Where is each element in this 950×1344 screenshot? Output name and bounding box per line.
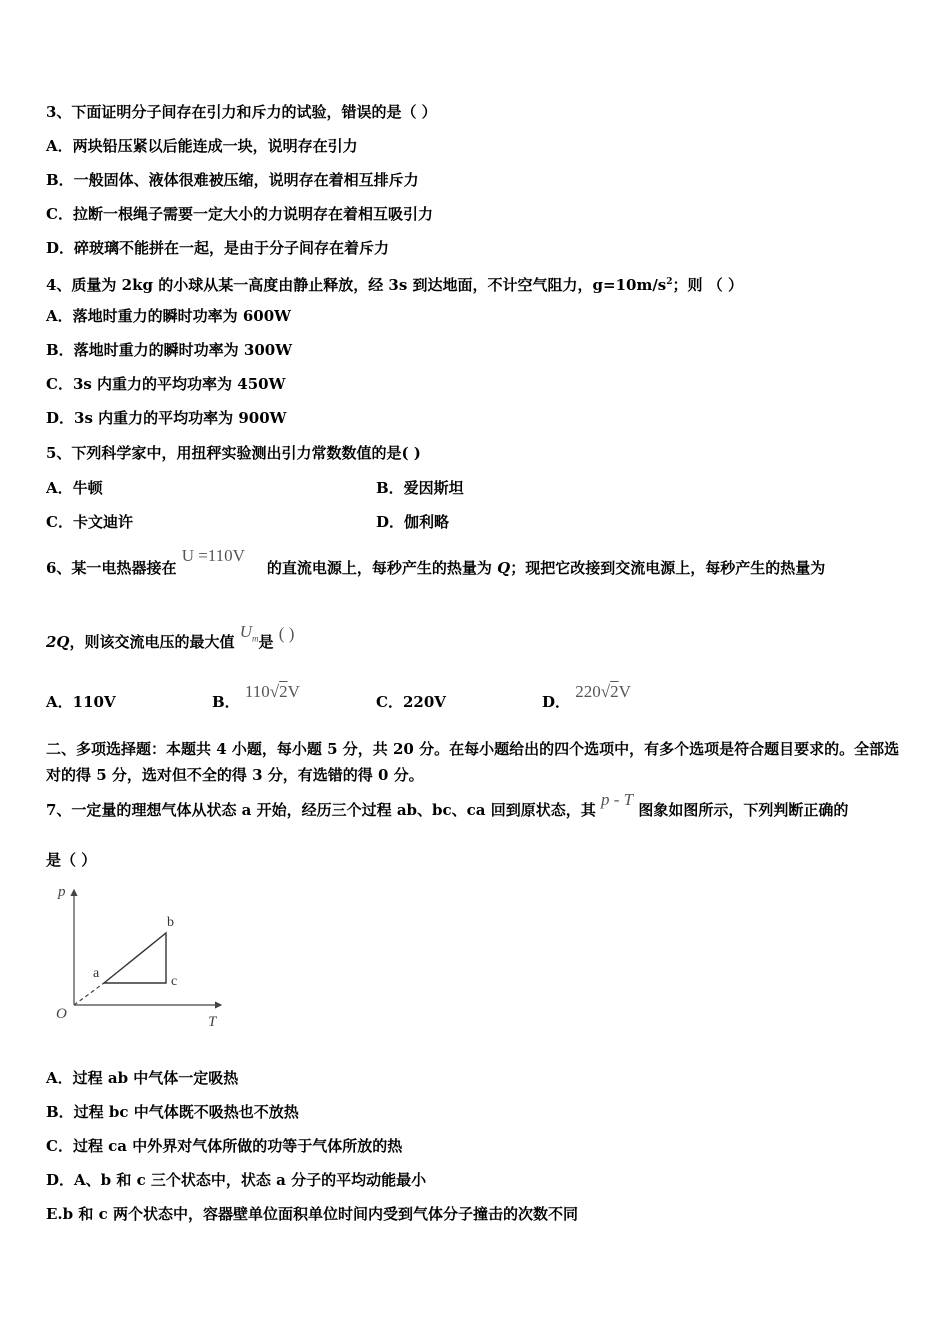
- q7-option-d: D．A、b 和 c 三个状态中，状态 a 分子的平均动能最小: [46, 1171, 427, 1189]
- q7-option-e: E.b 和 c 两个状态中，容器壁单位面积单位时间内受到气体分子撞击的次数不同: [46, 1205, 578, 1223]
- q6-formula-um-sub: m: [252, 633, 259, 644]
- q6-answer-blank: ( ): [278, 624, 295, 643]
- q3-option-d: D．碎玻璃不能拼在一起，是由于分子间存在着斥力: [46, 239, 390, 257]
- q6-formula-um-main: U: [239, 622, 253, 641]
- q6-option-d-formula: 220√2V: [575, 682, 631, 701]
- q6-option-b-label: B．: [212, 693, 240, 711]
- q6-stem-part1: 6、某一电热器接在: [46, 559, 177, 577]
- q4-stem-after: ；则 （ ）: [672, 276, 743, 294]
- q5-stem: 5、下列科学家中，用扭秤实验测出引力常数数值的是( ): [46, 444, 421, 462]
- q6-stem-part2: 的直流电源上，每秒产生的热量为: [266, 559, 498, 577]
- q4-stem: [46, 272, 743, 295]
- q7-stem-line1: [46, 790, 849, 820]
- q6-line2-end: 是: [258, 633, 274, 651]
- q6-formula-um: [239, 622, 259, 644]
- origin-dashed-line: [74, 983, 104, 1005]
- q7-option-a: A．过程 ab 中气体一定吸热: [46, 1069, 239, 1087]
- q7-stem-line2: 是（ ）: [46, 851, 97, 869]
- q7-formula: p - T: [600, 790, 634, 809]
- q5-option-c: C．卡文迪许: [46, 513, 133, 531]
- q6-option-d-formula-post: V: [618, 682, 631, 701]
- point-b-label: b: [167, 915, 174, 930]
- q6-stem-line1: [46, 546, 826, 578]
- q4-option-d: D．3s 内重力的平均功率为 900W: [46, 409, 287, 427]
- q5-option-d: D．伽利略: [376, 513, 450, 531]
- q4-stem-sup: 2: [666, 277, 673, 287]
- q4-option-c: C．3s 内重力的平均功率为 450W: [46, 375, 286, 393]
- q7-option-c: C．过程 ca 中外界对气体所做的功等于气体所放的热: [46, 1137, 403, 1155]
- q6-option-a: A．110V: [46, 693, 116, 711]
- q6-formula-u: U =110V: [181, 546, 245, 565]
- point-c-label: c: [171, 974, 178, 989]
- q6-line2-text: ，则该交流电压的最大值: [69, 633, 235, 651]
- q4-stem-before: 4、质量为 2kg 的小球从某一高度由静止释放，经 3s 到达地面，不计空气阻力，g=10m/s: [46, 276, 667, 294]
- q6-option-b-formula-post: V: [287, 682, 300, 701]
- y-axis-label: p: [58, 884, 66, 900]
- q6-option-d-formula-pre: 220: [575, 682, 601, 701]
- section2-instructions: 二、多项选择题：本题共 4 小题，每小题 5 分，共 20 分。在每小题给出的四个选项中，有多个选项是符合题目要求的。全部选对的得 5 分，选对但不全的得 3 分，有选错的得 0 分。: [46, 740, 900, 784]
- q6-option-d-label: D．: [542, 693, 571, 711]
- q6-option-d-formula-rad: 2: [610, 682, 619, 701]
- q4-option-b: B．落地时重力的瞬时功率为 300W: [46, 341, 293, 359]
- q6-q-symbol: Q: [497, 559, 511, 577]
- q3-option-a: A．两块铅压紧以后能连成一块，说明存在引力: [46, 137, 358, 155]
- q6-option-b-formula-pre: 110: [244, 682, 270, 701]
- q7-option-b: B．过程 bc 中气体既不吸热也不放热: [46, 1103, 299, 1121]
- x-axis-label: T: [208, 1014, 217, 1030]
- q7-pt-diagram-svg: [46, 880, 236, 1030]
- q6-option-b-formula-rad: 2: [279, 682, 288, 701]
- q5-option-a: A．牛顿: [46, 479, 103, 497]
- abc-cycle: [104, 933, 166, 983]
- q3-option-c: C．拉断一根绳子需要一定大小的力说明存在着相互吸引力: [46, 205, 433, 223]
- q6-option-b: [212, 682, 300, 712]
- q6-line2-q: 2Q: [46, 633, 70, 651]
- q6-option-b-formula: 110√2V: [244, 682, 300, 701]
- q7-stem-part2: 图象如图所示，下列判断正确的: [638, 801, 849, 819]
- point-a-label: a: [93, 966, 100, 981]
- q6-option-d: [542, 682, 631, 712]
- q6-option-c: C．220V: [376, 693, 446, 711]
- q4-option-a: A．落地时重力的瞬时功率为 600W: [46, 307, 292, 325]
- q6-stem-part3: ；现把它改接到交流电源上，每秒产生的热量为: [510, 559, 826, 577]
- q3-option-b: B．一般固体、液体很难被压缩，说明存在着相互排斥力: [46, 171, 419, 189]
- q5-option-b: B．爱因斯坦: [376, 479, 464, 497]
- q7-pt-diagram: [46, 880, 236, 1030]
- q3-stem: 3、下面证明分子间存在引力和斥力的试验，错误的是（ ）: [46, 103, 437, 121]
- q7-stem-part1: 7、一定量的理想气体从状态 a 开始，经历三个过程 ab、bc、ca 回到原状态，其: [46, 801, 596, 819]
- q6-stem-line2: [46, 622, 295, 658]
- origin-label: O: [56, 1006, 67, 1022]
